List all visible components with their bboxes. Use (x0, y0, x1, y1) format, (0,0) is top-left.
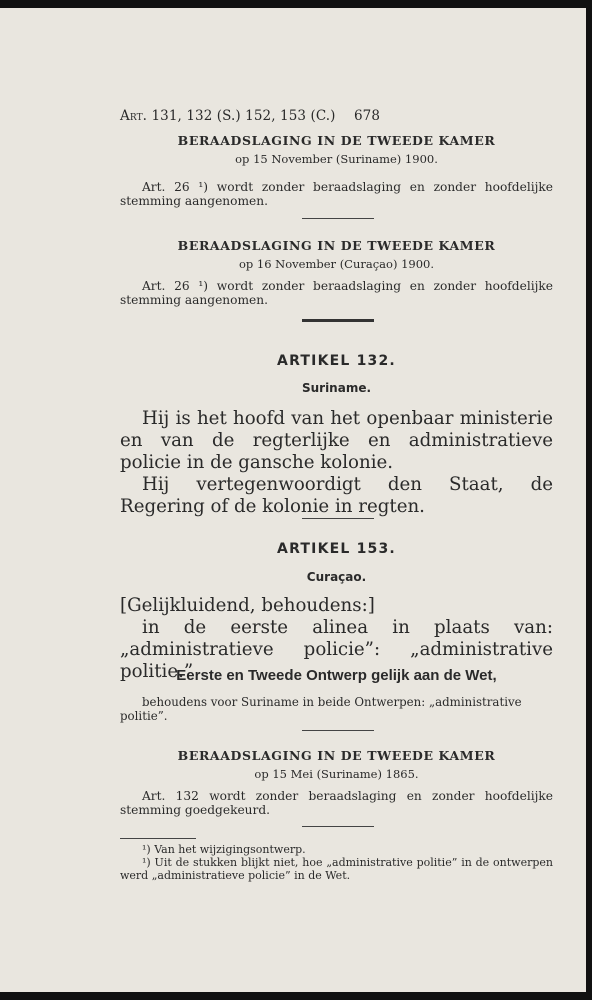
section3-heading: BERAADSLAGING IN DE TWEEDE KAMER (177, 748, 496, 763)
article132-body (120, 408, 553, 518)
article132-para2: Hij vertegenwoordigt den Staat, de Regering of de kolonie in regten. (120, 474, 553, 517)
section2 (120, 238, 553, 271)
article132-place: Suriname. (301, 381, 372, 395)
article153-line1: [Gelijkluidend, behoudens:] (120, 595, 375, 616)
section1-text: Art. 26 ¹) wordt zonder beraadslaging en zonder hoofdelijke stemming aangenomen. (120, 180, 553, 208)
divider (302, 218, 374, 219)
section2-date: op 16 November (Curaçao) 1900. (238, 257, 435, 271)
section3 (120, 748, 553, 781)
divider (302, 826, 374, 827)
section1 (120, 133, 553, 166)
section2-text: Art. 26 ¹) wordt zonder beraadslaging en zonder hoofdelijke stemming aangenomen. (120, 279, 553, 307)
running-header (120, 108, 553, 124)
footnote-2: ¹) Uit de stukken blijkt niet, hoe „administrative politie” in de ontwerpen werd „administratieve policie” in de Wet. (120, 856, 553, 882)
footnotes (120, 843, 553, 882)
section1-heading: BERAADSLAGING IN DE TWEEDE KAMER (177, 133, 496, 148)
article132-para1: Hij is het hoofd van het openbaar ministerie en van de regterlijke en administratieve policie in de gansche kolonie. (120, 408, 553, 473)
section3-text: Art. 132 wordt zonder beraadslaging en zonder hoofdelijke stemming goedgekeurd. (120, 789, 553, 817)
footnote-rule (120, 838, 196, 839)
article153-place: Curaçao. (306, 570, 367, 584)
header-articles: 131, 132 (S.) 152, 153 (C.) (151, 108, 336, 124)
divider (302, 518, 374, 519)
document-page (0, 8, 586, 992)
ontwerp-heading: Eerste en Tweede Ontwerp gelijk aan de Wet, (176, 667, 497, 684)
page-number: 678 (353, 108, 381, 124)
article132-title: ARTIKEL 132. (277, 353, 396, 369)
footnote-1: ¹) Van het wijzigingsontwerp. (142, 843, 306, 856)
section2-heading: BERAADSLAGING IN DE TWEEDE KAMER (177, 238, 496, 253)
section3-date: op 15 Mei (Suriname) 1865. (254, 767, 419, 781)
ontwerp-text: behoudens voor Suriname in beide Ontwerpen: „administrative politie”. (120, 695, 522, 723)
article153-line2: in de eerste alinea in plaats van: „administratieve policie”: „administrative politie.” (120, 617, 553, 682)
header-art-label: Art. (120, 108, 148, 124)
section1-date: op 15 November (Suriname) 1900. (235, 152, 438, 166)
article153-title: ARTIKEL 153. (277, 541, 396, 557)
thick-divider (302, 319, 374, 322)
divider (302, 730, 374, 731)
